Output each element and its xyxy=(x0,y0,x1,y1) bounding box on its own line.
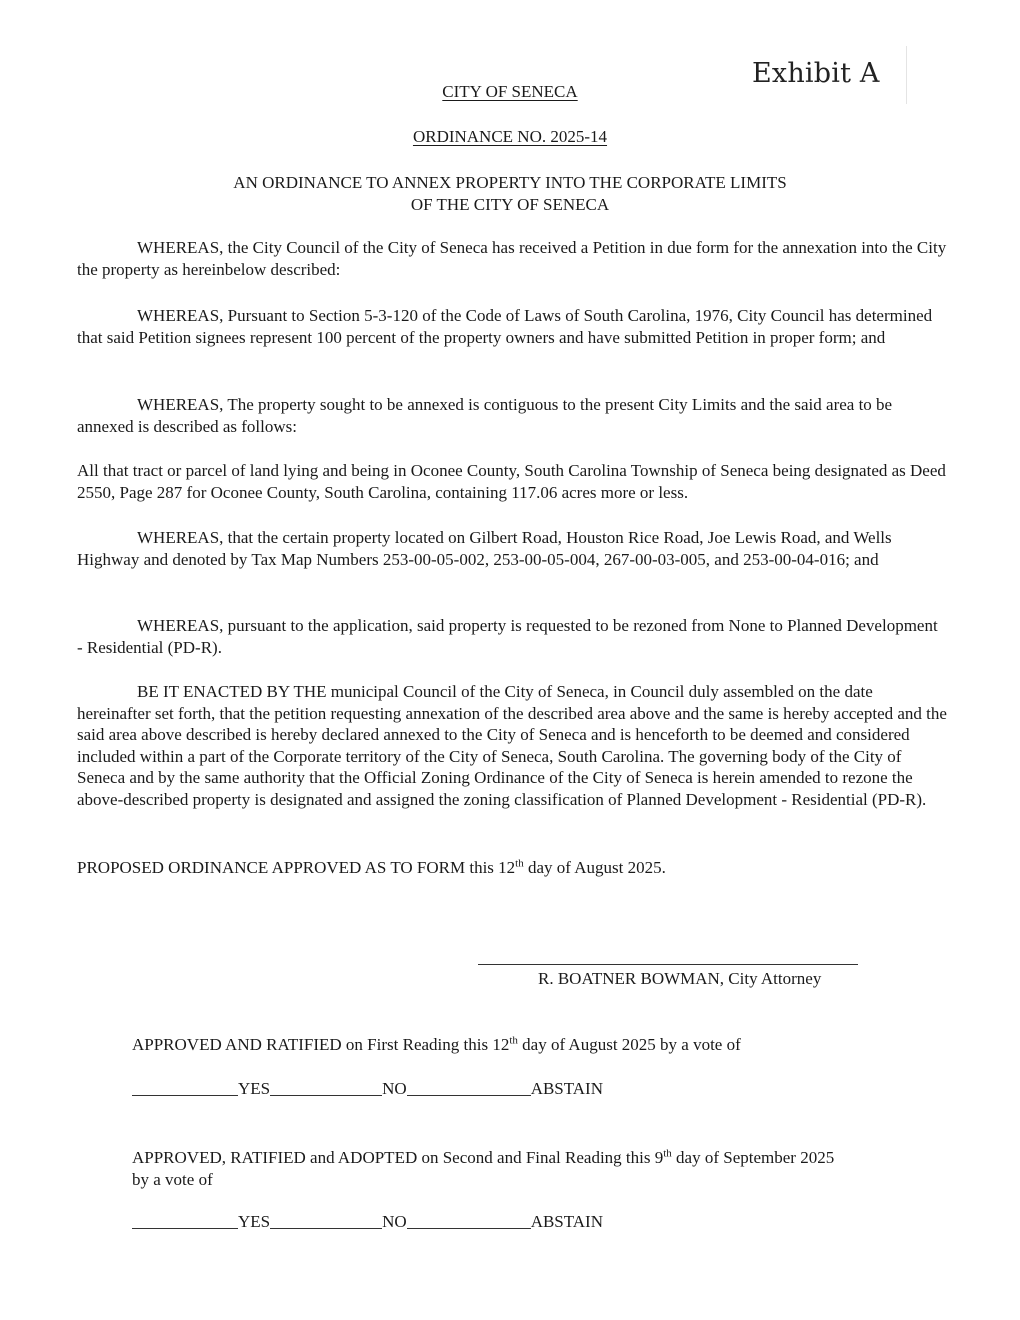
first-reading-ordinal: th xyxy=(509,1034,518,1047)
abstain-label: ABSTAIN xyxy=(530,1079,603,1098)
whereas-paragraph-1 xyxy=(77,237,947,280)
approval-as-to-form xyxy=(77,857,947,879)
second-reading-vote-intro: by a vote of xyxy=(132,1169,213,1189)
whereas-paragraph-5-text: WHEREAS, pursuant to the application, said property is requested to be rezoned from None to Planned Development - Residential (PD-R). xyxy=(77,616,938,657)
first-reading-text: APPROVED AND RATIFIED on First Reading this 12 xyxy=(132,1035,510,1054)
property-description xyxy=(77,460,947,503)
property-description-text: All that tract or parcel of land lying and being in Oconee County, South Carolina Township of Seneca being designated as Deed 2550, Page 287 for Oconee County, South Carolina, containing 117.06 acres more or less. xyxy=(77,461,946,502)
no-count-blank[interactable] xyxy=(270,1094,382,1096)
whereas-paragraph-4 xyxy=(77,527,947,570)
abstain-count-blank[interactable] xyxy=(407,1094,531,1096)
signatory-name: R. BOATNER BOWMAN, City Attorney xyxy=(538,969,822,988)
yes-label: YES xyxy=(238,1212,271,1231)
enactment-paragraph xyxy=(77,681,947,810)
ordinance-title xyxy=(0,172,1020,216)
ordinance-title-line-2: OF THE CITY OF SENECA xyxy=(410,195,610,214)
ordinance-number-text: ORDINANCE NO. 2025-14 xyxy=(412,127,608,146)
second-reading-ordinal: th xyxy=(663,1147,672,1160)
first-reading-date: day of August 2025 by a vote of xyxy=(517,1035,741,1054)
second-reading-vote-row xyxy=(132,1212,603,1232)
whereas-paragraph-1-text: WHEREAS, the City Council of the City of Seneca has received a Petition in due form for the annexation into the City the property as hereinbelow described: xyxy=(77,238,947,279)
whereas-paragraph-5 xyxy=(77,615,947,658)
whereas-paragraph-3 xyxy=(77,394,947,437)
first-reading-vote-row xyxy=(132,1079,603,1099)
exhibit-label: Exhibit A xyxy=(752,58,880,89)
ordinance-number xyxy=(0,127,1020,147)
approval-form-text: PROPOSED ORDINANCE APPROVED AS TO FORM this 12 xyxy=(77,858,516,877)
approval-form-date: day of August 2025. xyxy=(523,858,666,877)
ordinance-title-line-1: AN ORDINANCE TO ANNEX PROPERTY INTO THE CORPORATE LIMITS xyxy=(233,173,787,192)
yes-label: YES xyxy=(238,1079,271,1098)
no-label: NO xyxy=(382,1212,407,1231)
signature-line xyxy=(478,964,858,965)
enactment-paragraph-text: BE IT ENACTED BY THE municipal Council of the City of Seneca, in Council duly assembled on the date hereinafter set forth, that the petition requesting annexation of the described area above and the same is hereby accepted and the said area above described is hereby declared annexed to the City of Seneca and is henceforth to be deemed and considered included within a part of the Corporate territory of the City of Seneca, South Carolina. The governing body of the City of Seneca and by the same authority that the Official Zoning Ordinance of the City of Seneca is herein amended to rezone the above-described property is designated and assigned the zoning classification of Planned Development - Residential (PD-R). xyxy=(77,682,947,809)
yes-count-blank[interactable] xyxy=(132,1094,238,1096)
whereas-paragraph-2-text: WHEREAS, Pursuant to Section 5-3-120 of the Code of Laws of South Carolina, 1976, City Council has determined that said Petition signees represent 100 percent of the property owners and have submitted Petition in proper form; and xyxy=(77,306,933,347)
no-count-blank[interactable] xyxy=(270,1227,382,1229)
approval-form-ordinal: th xyxy=(515,857,524,870)
whereas-paragraph-4-text: WHEREAS, that the certain property located on Gilbert Road, Houston Rice Road, Joe Lewis Road, and Wells Highway and denoted by Tax Map Numbers 253-00-05-002, 253-00-05-004, 267-00-03-005, and 253-00-04-016; and xyxy=(77,528,892,569)
whereas-paragraph-2 xyxy=(77,305,947,348)
second-reading-date: day of September 2025 xyxy=(671,1148,835,1167)
first-reading-statement xyxy=(132,1035,741,1055)
second-reading-text: APPROVED, RATIFIED and ADOPTED on Second and Final Reading this 9 xyxy=(132,1148,664,1167)
city-heading xyxy=(0,82,1020,102)
whereas-paragraph-3-text: WHEREAS, The property sought to be annexed is contiguous to the present City Limits and the said area to be annexed is described as follows: xyxy=(77,395,893,436)
abstain-label: ABSTAIN xyxy=(530,1212,603,1231)
yes-count-blank[interactable] xyxy=(132,1227,238,1229)
city-heading-text: CITY OF SENECA xyxy=(442,82,578,101)
no-label: NO xyxy=(382,1079,407,1098)
abstain-count-blank[interactable] xyxy=(407,1227,531,1229)
second-reading-statement xyxy=(132,1147,834,1190)
